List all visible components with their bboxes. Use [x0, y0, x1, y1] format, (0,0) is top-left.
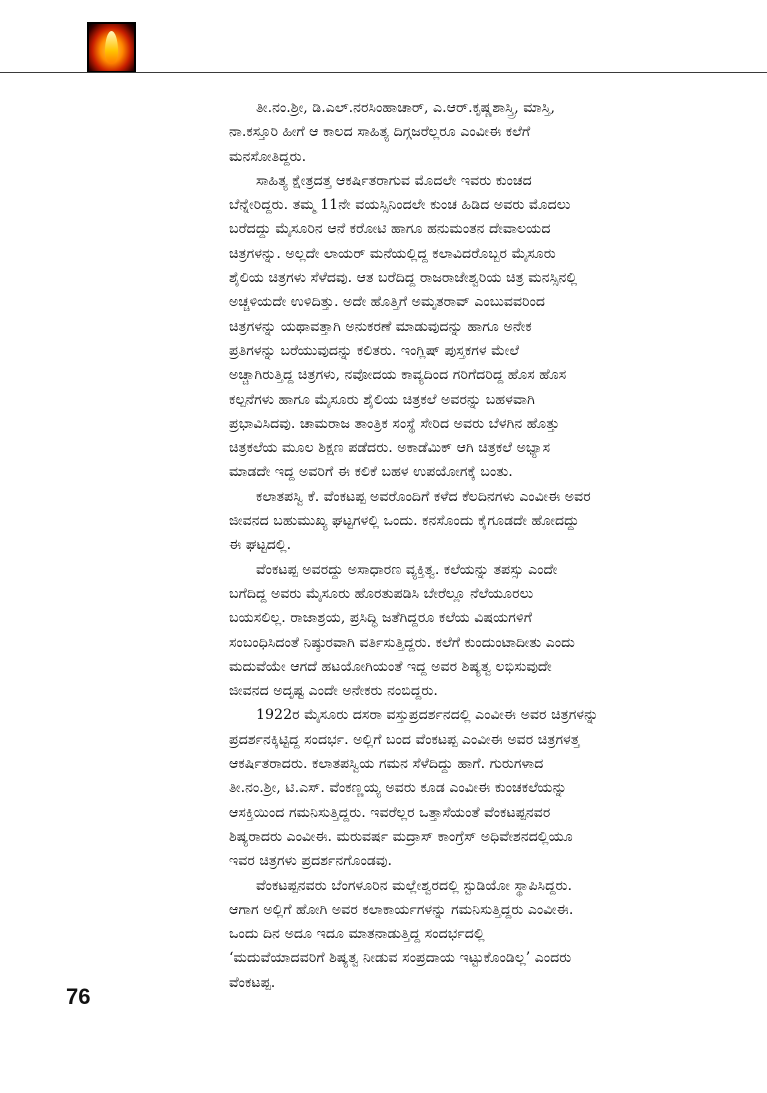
text-line: 1922ರ ಮೈಸೂರು ದಸರಾ ವಸ್ತುಪ್ರದರ್ಶನದಲ್ಲಿ ಎಂವೀಈ ಅವರ ಚಿತ್ರಗಳನ್ನು [256, 707, 599, 724]
body-text [229, 96, 715, 995]
text-line: ಅಚ್ಚಾಗಿರುತ್ತಿದ್ದ ಚಿತ್ರಗಳು, ನವೋದಯ ಕಾವ್ಯದಿಂದ ಗರಿಗೆದರಿದ್ದ ಹೊಸ ಹೊಸ [229, 367, 567, 384]
text-line: ಆಕರ್ಷಿತರಾದರು. ಕಲಾತಪಸ್ವಿಯ ಗಮನ ಸೆಳೆದಿದ್ದು ಹಾಗೆ. ಗುರುಗಳಾದ [229, 756, 544, 773]
page-number: 76 [66, 984, 91, 1009]
text-line: ಇವರ ಚಿತ್ರಗಳು ಪ್ರದರ್ಶನಗೊಂಡವು. [229, 853, 392, 870]
text-line: ಪ್ರಭಾವಿಸಿದವು. ಚಾಮರಾಜ ತಾಂತ್ರಿಕ ಸಂಸ್ಥೆ ಸೇರಿದ ಅವರು ಬೆಳಗಿನ ಹೊತ್ತು [229, 415, 560, 432]
text-line: ಕಲ್ಪನೆಗಳು ಹಾಗೂ ಮೈಸೂರು ಶೈಲಿಯ ಚಿತ್ರಕಲೆ ಅವರನ್ನು ಬಹಳವಾಗಿ [229, 391, 535, 408]
text-line: ಬರೆದದ್ದು ಮೈಸೂರಿನ ಆನೆ ಕರೋಟಿ ಹಾಗೂ ಹನುಮಂತನ ದೇವಾಲಯದ [229, 221, 551, 238]
flame-icon [105, 31, 118, 64]
text-line: ಚಿತ್ರಕಲೆಯ ಮೂಲ ಶಿಕ್ಷಣ ಪಡೆದರು. ಅಕಾಡೆಮಿಕ್ ಆಗಿ ಚಿತ್ರಕಲೆ ಅಭ್ಯಾಸ [229, 440, 551, 457]
text-line: ಕಲಾತಪಸ್ವಿ ಕೆ. ವೆಂಕಟಪ್ಪ ಅವರೊಂದಿಗೆ ಕಳೆದ ಕೆಲದಿನಗಳು ಎಂವೀಈ ಅವರ [256, 488, 591, 505]
text-line: ಪ್ರದರ್ಶನಕ್ಕಿಟ್ಟಿದ್ದ ಸಂದರ್ಭ. ಅಲ್ಲಿಗೆ ಬಂದ ವೆಂಕಟಪ್ಪ ಎಂವೀಈ ಅವರ ಚಿತ್ರಗಳತ್ತ [229, 731, 580, 748]
text-line: ಜೀವನದ ಬಹುಮುಖ್ಯ ಘಟ್ಟಗಳಲ್ಲಿ ಒಂದು. ಕನಸೊಂದು ಕೈಗೂಡದೇ ಹೋದದ್ದು [229, 513, 580, 530]
text-line: ಶಿಷ್ಯರಾದರು ಎಂವೀಈ. ಮರುವರ್ಷ ಮದ್ರಾಸ್ ಕಾಂಗ್ರೆಸ್ ಅಧಿವೇಶನದಲ್ಲಿಯೂ [229, 828, 573, 845]
text-line: ಅಚ್ಚಳಿಯದೇ ಉಳಿದಿತ್ತು. ಅದೇ ಹೊತ್ತಿಗೆ ಅಮೃತರಾವ್ ಎಂಬುವವರಿಂದ [229, 294, 546, 311]
text-line: ಆಸಕ್ತಿಯಿಂದ ಗಮನಿಸುತ್ತಿದ್ದರು. ಇವರೆಲ್ಲರ ಒತ್ತಾಸೆಯಂತೆ ವೆಂಕಟಪ್ಪನವರ [229, 804, 551, 821]
text-line: ಬೆನ್ನೇರಿದ್ದರು. ತಮ್ಮ 11ನೇ ವಯಸ್ಸಿನಿಂದಲೇ ಕುಂಚ ಹಿಡಿದ ಅವರು ಮೊದಲು [229, 197, 571, 214]
text-line: ‘ಮದುವೆಯಾದವರಿಗೆ ಶಿಷ್ಯತ್ವ ನೀಡುವ ಸಂಪ್ರದಾಯ ಇಟ್ಟುಕೊಂಡಿಲ್ಲ’ ಎಂದರು [229, 950, 572, 967]
header-rule [0, 72, 767, 73]
text-line: ಒಂದು ದಿನ ಅದೂ ಇದೂ ಮಾತನಾಡುತ್ತಿದ್ದ ಸಂದರ್ಭದಲ್ಲಿ [229, 926, 485, 943]
text-line: ವೆಂಕಟಪ್ಪ ಅವರದ್ದು ಅಸಾಧಾರಣ ವ್ಯಕ್ತಿತ್ವ. ಕಲೆಯನ್ನು ತಪಸ್ಸು ಎಂದೇ [256, 561, 558, 578]
flame-logo [87, 22, 136, 73]
text-line: ಶೈಲಿಯ ಚಿತ್ರಗಳು ಸೆಳೆದವು. ಆತ ಬರೆದಿದ್ದ ರಾಜರಾಜೇಶ್ವರಿಯ ಚಿತ್ರ ಮನಸ್ಸಿನಲ್ಲಿ [229, 270, 578, 287]
text-line: ವೆಂಕಟಪ್ಪ. [229, 974, 276, 991]
text-line: ಬಯಸಲಿಲ್ಲ. ರಾಜಾಶ್ರಯ, ಪ್ರಸಿದ್ಧಿ ಜತೆಗಿದ್ದರೂ ಕಲೆಯ ವಿಷಯಗಳಿಗೆ [229, 610, 532, 627]
text-line: ನಾ.ಕಸ್ತೂರಿ ಹೀಗೆ ಆ ಕಾಲದ ಸಾಹಿತ್ಯ ದಿಗ್ಗಜರೆಲ್ಲರೂ ಎಂವೀಈ ಕಲೆಗೆ [229, 124, 531, 141]
text-line: ತೀ.ನಂ.ಶ್ರೀ, ಟಿ.ಎಸ್. ವೆಂಕಣ್ಣಯ್ಯ ಅವರು ಕೂಡ ಎಂವೀಈ ಕುಂಚಕಲೆಯನ್ನು [229, 780, 567, 797]
text-line: ಸಂಬಂಧಿಸಿದಂತೆ ನಿಷ್ಠುರವಾಗಿ ವರ್ತಿಸುತ್ತಿದ್ದರು. ಕಲೆಗೆ ಕುಂದುಂಟಾದೀತು ಎಂದು [229, 634, 575, 651]
text-line: ಸಾಹಿತ್ಯ ಕ್ಷೇತ್ರದತ್ತ ಆಕರ್ಷಿತರಾಗುವ ಮೊದಲೇ ಇವರು ಕುಂಚದ [256, 172, 532, 189]
text-line: ತೀ.ನಂ.ಶ್ರೀ, ಡಿ.ಎಲ್.ನರಸಿಂಹಾಚಾರ್, ಎ.ಆರ್.ಕೃಷ್ಣಶಾಸ್ತ್ರಿ, ಮಾಸ್ತಿ, [256, 100, 556, 116]
text-line: ಚಿತ್ರಗಳನ್ನು ಯಥಾವತ್ತಾಗಿ ಅನುಕರಣೆ ಮಾಡುವುದನ್ನು ಹಾಗೂ ಅನೇಕ [229, 318, 532, 335]
text-line: ಮಾಡದೇ ಇದ್ದ ಅವರಿಗೆ ಈ ಕಲಿಕೆ ಬಹಳ ಉಪಯೋಗಕ್ಕೆ ಬಂತು. [229, 464, 513, 481]
text-line: ಪ್ರತಿಗಳನ್ನು ಬರೆಯುವುದನ್ನು ಕಲಿತರು. ಇಂಗ್ಲಿಷ್ ಪುಸ್ತಕಗಳ ಮೇಲೆ [229, 342, 520, 359]
text-line: ಮದುವೆಯೇ ಆಗದೆ ಹಟಯೋಗಿಯಂತೆ ಇದ್ದ ಅವರ ಶಿಷ್ಯತ್ವ ಲಭಿಸುವುದೇ [229, 658, 552, 675]
text-line: ಈ ಘಟ್ಟದಲ್ಲಿ. [229, 537, 292, 554]
text-line: ಆಗಾಗ ಅಲ್ಲಿಗೆ ಹೋಗಿ ಅವರ ಕಲಾಕಾರ್ಯಗಳನ್ನು ಗಮನಿಸುತ್ತಿದ್ದರು ಎಂವೀಈ. [229, 901, 574, 918]
text-line: ಜೀವನದ ಅದೃಷ್ಟ ಎಂದೇ ಅನೇಕರು ನಂಬಿದ್ದರು. [229, 683, 438, 700]
text-line: ಬಗೆದಿದ್ದ ಅವರು ಮೈಸೂರು ಹೊರತುಪಡಿಸಿ ಬೇರೆಲ್ಲೂ ನೆಲೆಯೂರಲು [229, 585, 534, 602]
text-line: ವೆಂಕಟಪ್ಪನವರು ಬೆಂಗಳೂರಿನ ಮಲ್ಲೇಶ್ವರದಲ್ಲಿ ಸ್ಟುಡಿಯೋ ಸ್ಥಾಪಿಸಿದ್ದರು. [256, 877, 573, 894]
text-line: ಮನಸೋತಿದ್ದರು. [229, 148, 307, 165]
text-line: ಚಿತ್ರಗಳನ್ನು. ಅಲ್ಲದೇ ಲಾಯರ್ ಮನೆಯಲ್ಲಿದ್ದ ಕಲಾವಿದರೊಬ್ಬರ ಮೈಸೂರು [229, 245, 556, 262]
